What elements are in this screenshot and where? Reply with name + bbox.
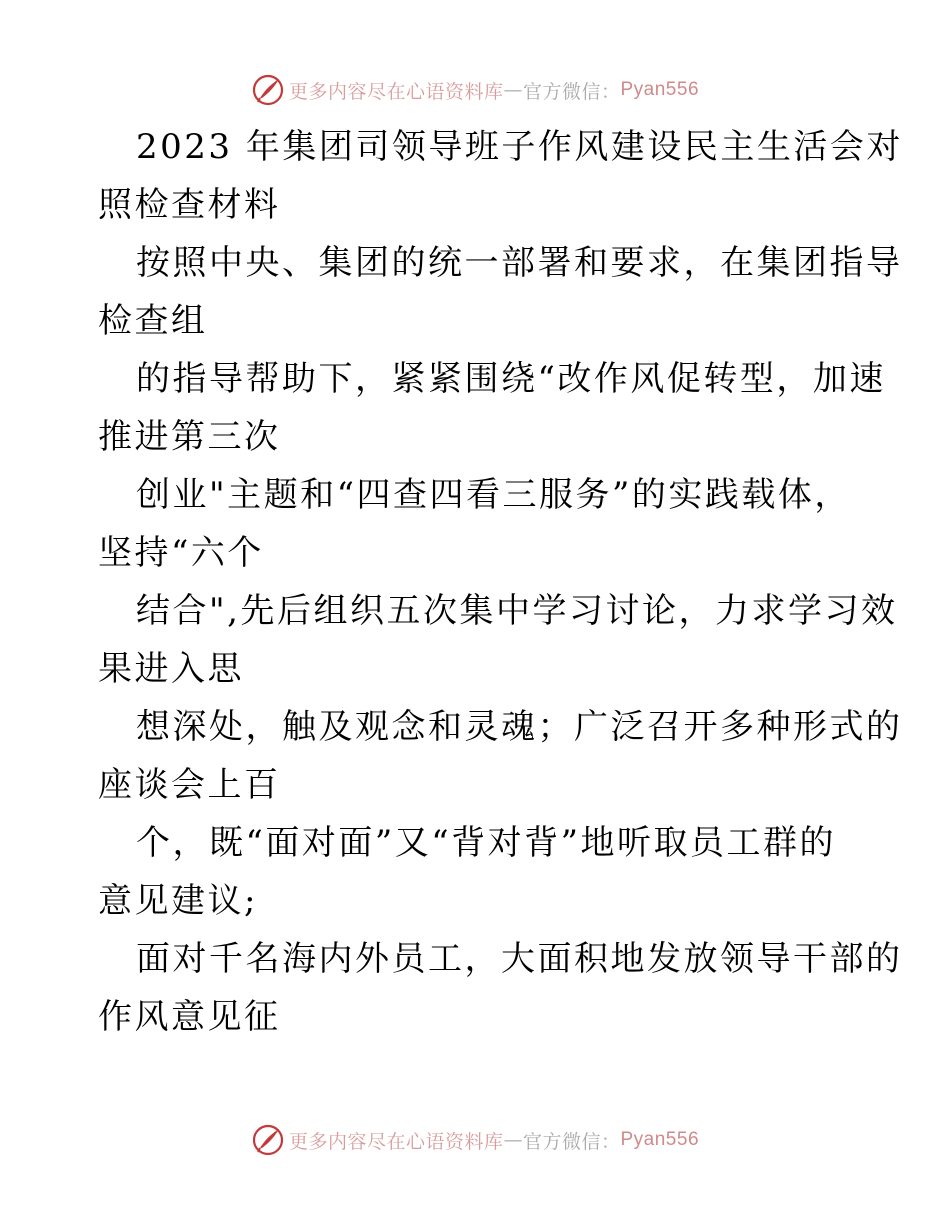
paragraph-line: 坚持“六个 — [98, 533, 264, 573]
paragraph-line: 按照中央、集团的统一部署和要求，在集团指导 — [136, 243, 903, 283]
paragraph-line: 推进第三次 — [98, 417, 281, 457]
paragraph-line: 座谈会上百 — [98, 765, 281, 805]
paragraph-line: 个，既“面对面”又“背对背”地听取员工群的 — [136, 823, 837, 863]
red-quill-seal-icon — [251, 1123, 285, 1157]
watermark-contact-label: 官方微信： — [522, 1130, 621, 1153]
header-watermark — [0, 70, 950, 110]
document-title-line-2: 照检查材料 — [98, 185, 281, 225]
paragraph-line: 面对千名海内外员工，大面积地发放领导干部的 — [136, 939, 903, 979]
watermark-separator: — — [503, 79, 523, 101]
footer-watermark — [0, 1120, 950, 1160]
paragraph-line: 作风意见征 — [98, 997, 281, 1037]
watermark-site-text: 更多内容尽在心语资料库 — [288, 1130, 504, 1153]
document-body — [98, 118, 903, 1046]
watermark-contact-id: Pyan556 — [620, 1129, 700, 1150]
watermark-contact-id: Pyan556 — [620, 79, 700, 100]
paragraph-line: 果进入思 — [98, 649, 244, 689]
paragraph-line: 意见建议; — [98, 881, 258, 921]
paragraph-line: 想深处，触及观念和灵魂；广泛召开多种形式的 — [136, 707, 903, 747]
watermark-contact-label: 官方微信： — [522, 80, 621, 103]
paragraph-line: 创业"主题和“四查四看三服务”的实践载体， — [136, 475, 851, 515]
paragraph-line: 结合",先后组织五次集中学习讨论，力求学习效 — [136, 591, 898, 631]
document-title-line-1: 2023 年集团司领导班子作风建设民主生活会对 — [136, 127, 903, 167]
watermark-separator: — — [503, 1129, 523, 1151]
paragraph-line: 的指导帮助下，紧紧围绕“改作风促转型，加速 — [136, 359, 886, 399]
watermark-site-text: 更多内容尽在心语资料库 — [288, 80, 504, 103]
paragraph-line: 检查组 — [98, 301, 208, 341]
red-quill-seal-icon — [251, 73, 285, 107]
